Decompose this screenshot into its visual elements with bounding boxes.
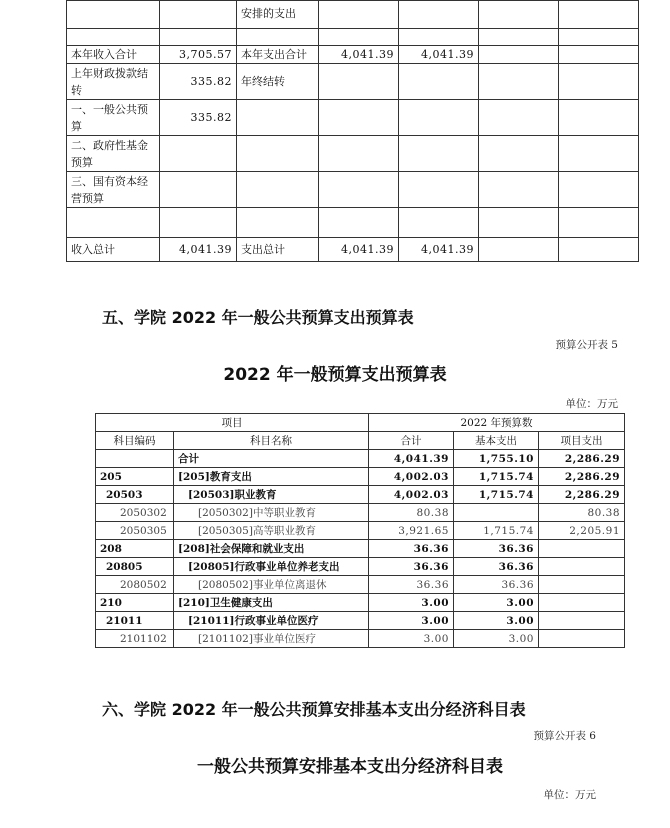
table-cell [399, 208, 479, 238]
table-cell: 335.82 [160, 64, 237, 100]
table-cell [67, 208, 160, 238]
table-cell [399, 136, 479, 172]
column-header: 项目支出 [539, 432, 625, 450]
table-cell: 三、国有资本经营预算 [67, 172, 160, 208]
table-cell: 上年财政拨款结转 [67, 64, 160, 100]
table-cell-basic [454, 504, 539, 522]
table-title: 一般公共预算安排基本支出分经济科目表 [197, 757, 503, 777]
table-cell: 3,705.57 [160, 46, 237, 64]
unit-label: 单位：万元 [543, 789, 596, 801]
table-cell-project [539, 540, 625, 558]
table-cell [237, 100, 319, 136]
unit-label: 单位：万元 [565, 398, 618, 410]
table-cell-name: [2050305]高等职业教育 [174, 522, 369, 540]
table-header-row [96, 432, 625, 450]
table-cell [399, 172, 479, 208]
table-cell-basic: 3.00 [454, 594, 539, 612]
table-row [67, 238, 639, 262]
table-cell [399, 100, 479, 136]
table-cell-project: 80.38 [539, 504, 625, 522]
table-row [67, 208, 639, 238]
form-number: 预算公开表 6 [533, 730, 596, 742]
table-cell-basic: 36.36 [454, 576, 539, 594]
table-cell-project [539, 612, 625, 630]
table-cell-total: 36.36 [369, 576, 454, 594]
table-cell-project [539, 630, 625, 648]
table-cell-project [539, 576, 625, 594]
table-cell-name: [208]社会保障和就业支出 [174, 540, 369, 558]
table-cell: 年终结转 [237, 64, 319, 100]
table-row [67, 29, 639, 46]
table-cell-code [96, 450, 174, 468]
table-cell-total: 4,002.03 [369, 486, 454, 504]
table-row [67, 172, 639, 208]
table-cell [319, 100, 399, 136]
section-heading: 五、学院 2022 年一般公共预算支出预算表 [102, 308, 414, 327]
table-cell-total: 3,921.65 [369, 522, 454, 540]
table-row [67, 46, 639, 64]
table-cell-project: 2,205.91 [539, 522, 625, 540]
table-row [67, 100, 639, 136]
table-cell-total: 3.00 [369, 612, 454, 630]
table-cell-total: 4,041.39 [369, 450, 454, 468]
table-row [67, 64, 639, 100]
column-header: 项目 [96, 414, 369, 432]
table-cell-total: 3.00 [369, 630, 454, 648]
table-cell [237, 208, 319, 238]
table-cell [319, 172, 399, 208]
table-cell-code: 20805 [96, 558, 174, 576]
table-cell-project [539, 558, 625, 576]
table-cell-name: [21011]行政事业单位医疗 [174, 612, 369, 630]
column-header: 基本支出 [454, 432, 539, 450]
table-cell [160, 172, 237, 208]
table-row [96, 540, 625, 558]
table-cell [160, 136, 237, 172]
table-cell-name: 合计 [174, 450, 369, 468]
table-cell-total: 36.36 [369, 540, 454, 558]
table-cell-code: 2050305 [96, 522, 174, 540]
table-row [67, 136, 639, 172]
table-cell: 4,041.39 [319, 46, 399, 64]
section-heading: 六、学院 2022 年一般公共预算安排基本支出分经济科目表 [102, 700, 526, 719]
table-cell [319, 136, 399, 172]
table-cell-total: 4,002.03 [369, 468, 454, 486]
table-cell: 335.82 [160, 100, 237, 136]
table-cell: 安排的支出 [237, 1, 319, 29]
table-cell [399, 64, 479, 100]
table-cell-code: 20503 [96, 486, 174, 504]
table-cell-name: [20503]职业教育 [174, 486, 369, 504]
table-cell-basic: 3.00 [454, 630, 539, 648]
table-cell-name: [205]教育支出 [174, 468, 369, 486]
table-cell: 4,041.39 [399, 238, 479, 262]
table-row [96, 594, 625, 612]
table-cell-code: 21011 [96, 612, 174, 630]
table-cell-name: [2101102]事业单位医疗 [174, 630, 369, 648]
table-cell [237, 172, 319, 208]
column-header: 科目名称 [174, 432, 369, 450]
table-cell [160, 208, 237, 238]
income-expense-summary-table [66, 0, 639, 262]
table-cell-code: 2080502 [96, 576, 174, 594]
table-cell-code: 208 [96, 540, 174, 558]
table-cell-name: [2050302]中等职业教育 [174, 504, 369, 522]
table-cell-project: 2,286.29 [539, 450, 625, 468]
column-header: 2022 年预算数 [369, 414, 625, 432]
table-cell-total: 36.36 [369, 558, 454, 576]
table-row [67, 1, 639, 29]
column-header: 科目编码 [96, 432, 174, 450]
table-row [96, 468, 625, 486]
table-cell-basic: 36.36 [454, 558, 539, 576]
table-row [96, 630, 625, 648]
table-cell-total: 3.00 [369, 594, 454, 612]
table-row [96, 486, 625, 504]
table-cell-basic: 1,715.74 [454, 468, 539, 486]
table-cell: 4,041.39 [399, 46, 479, 64]
table-cell-project: 2,286.29 [539, 486, 625, 504]
budget-expenditure-table [95, 413, 625, 648]
table-cell-code: 2050302 [96, 504, 174, 522]
table-cell-name: [20805]行政事业单位养老支出 [174, 558, 369, 576]
table-cell-project: 2,286.29 [539, 468, 625, 486]
table-cell-basic: 1,715.74 [454, 522, 539, 540]
table-title: 2022 年一般预算支出预算表 [223, 365, 447, 385]
column-header: 合计 [369, 432, 454, 450]
table-cell: 一、一般公共预算 [67, 100, 160, 136]
table-cell-code: 2101102 [96, 630, 174, 648]
table-row [96, 522, 625, 540]
table-row [96, 576, 625, 594]
table-cell-basic: 1,715.74 [454, 486, 539, 504]
table-cell-total: 80.38 [369, 504, 454, 522]
table-cell: 本年收入合计 [67, 46, 160, 64]
table-cell: 本年支出合计 [237, 46, 319, 64]
table-row [96, 612, 625, 630]
table-cell-basic: 36.36 [454, 540, 539, 558]
table-cell-basic: 1,755.10 [454, 450, 539, 468]
table-cell-project [539, 594, 625, 612]
table-cell: 支出总计 [237, 238, 319, 262]
table-cell-code: 210 [96, 594, 174, 612]
table-row [96, 558, 625, 576]
table-header-row [96, 414, 625, 432]
table-row [96, 504, 625, 522]
table-cell: 4,041.39 [319, 238, 399, 262]
table-cell [237, 136, 319, 172]
table-cell [319, 208, 399, 238]
table-row [96, 450, 625, 468]
table-cell-name: [210]卫生健康支出 [174, 594, 369, 612]
table-cell-basic: 3.00 [454, 612, 539, 630]
table-cell: 收入总计 [67, 238, 160, 262]
form-number: 预算公开表 5 [555, 339, 618, 351]
table-cell: 4,041.39 [160, 238, 237, 262]
table-cell-name: [2080502]事业单位离退休 [174, 576, 369, 594]
table-cell-code: 205 [96, 468, 174, 486]
table-cell: 二、政府性基金预算 [67, 136, 160, 172]
table-cell [319, 64, 399, 100]
